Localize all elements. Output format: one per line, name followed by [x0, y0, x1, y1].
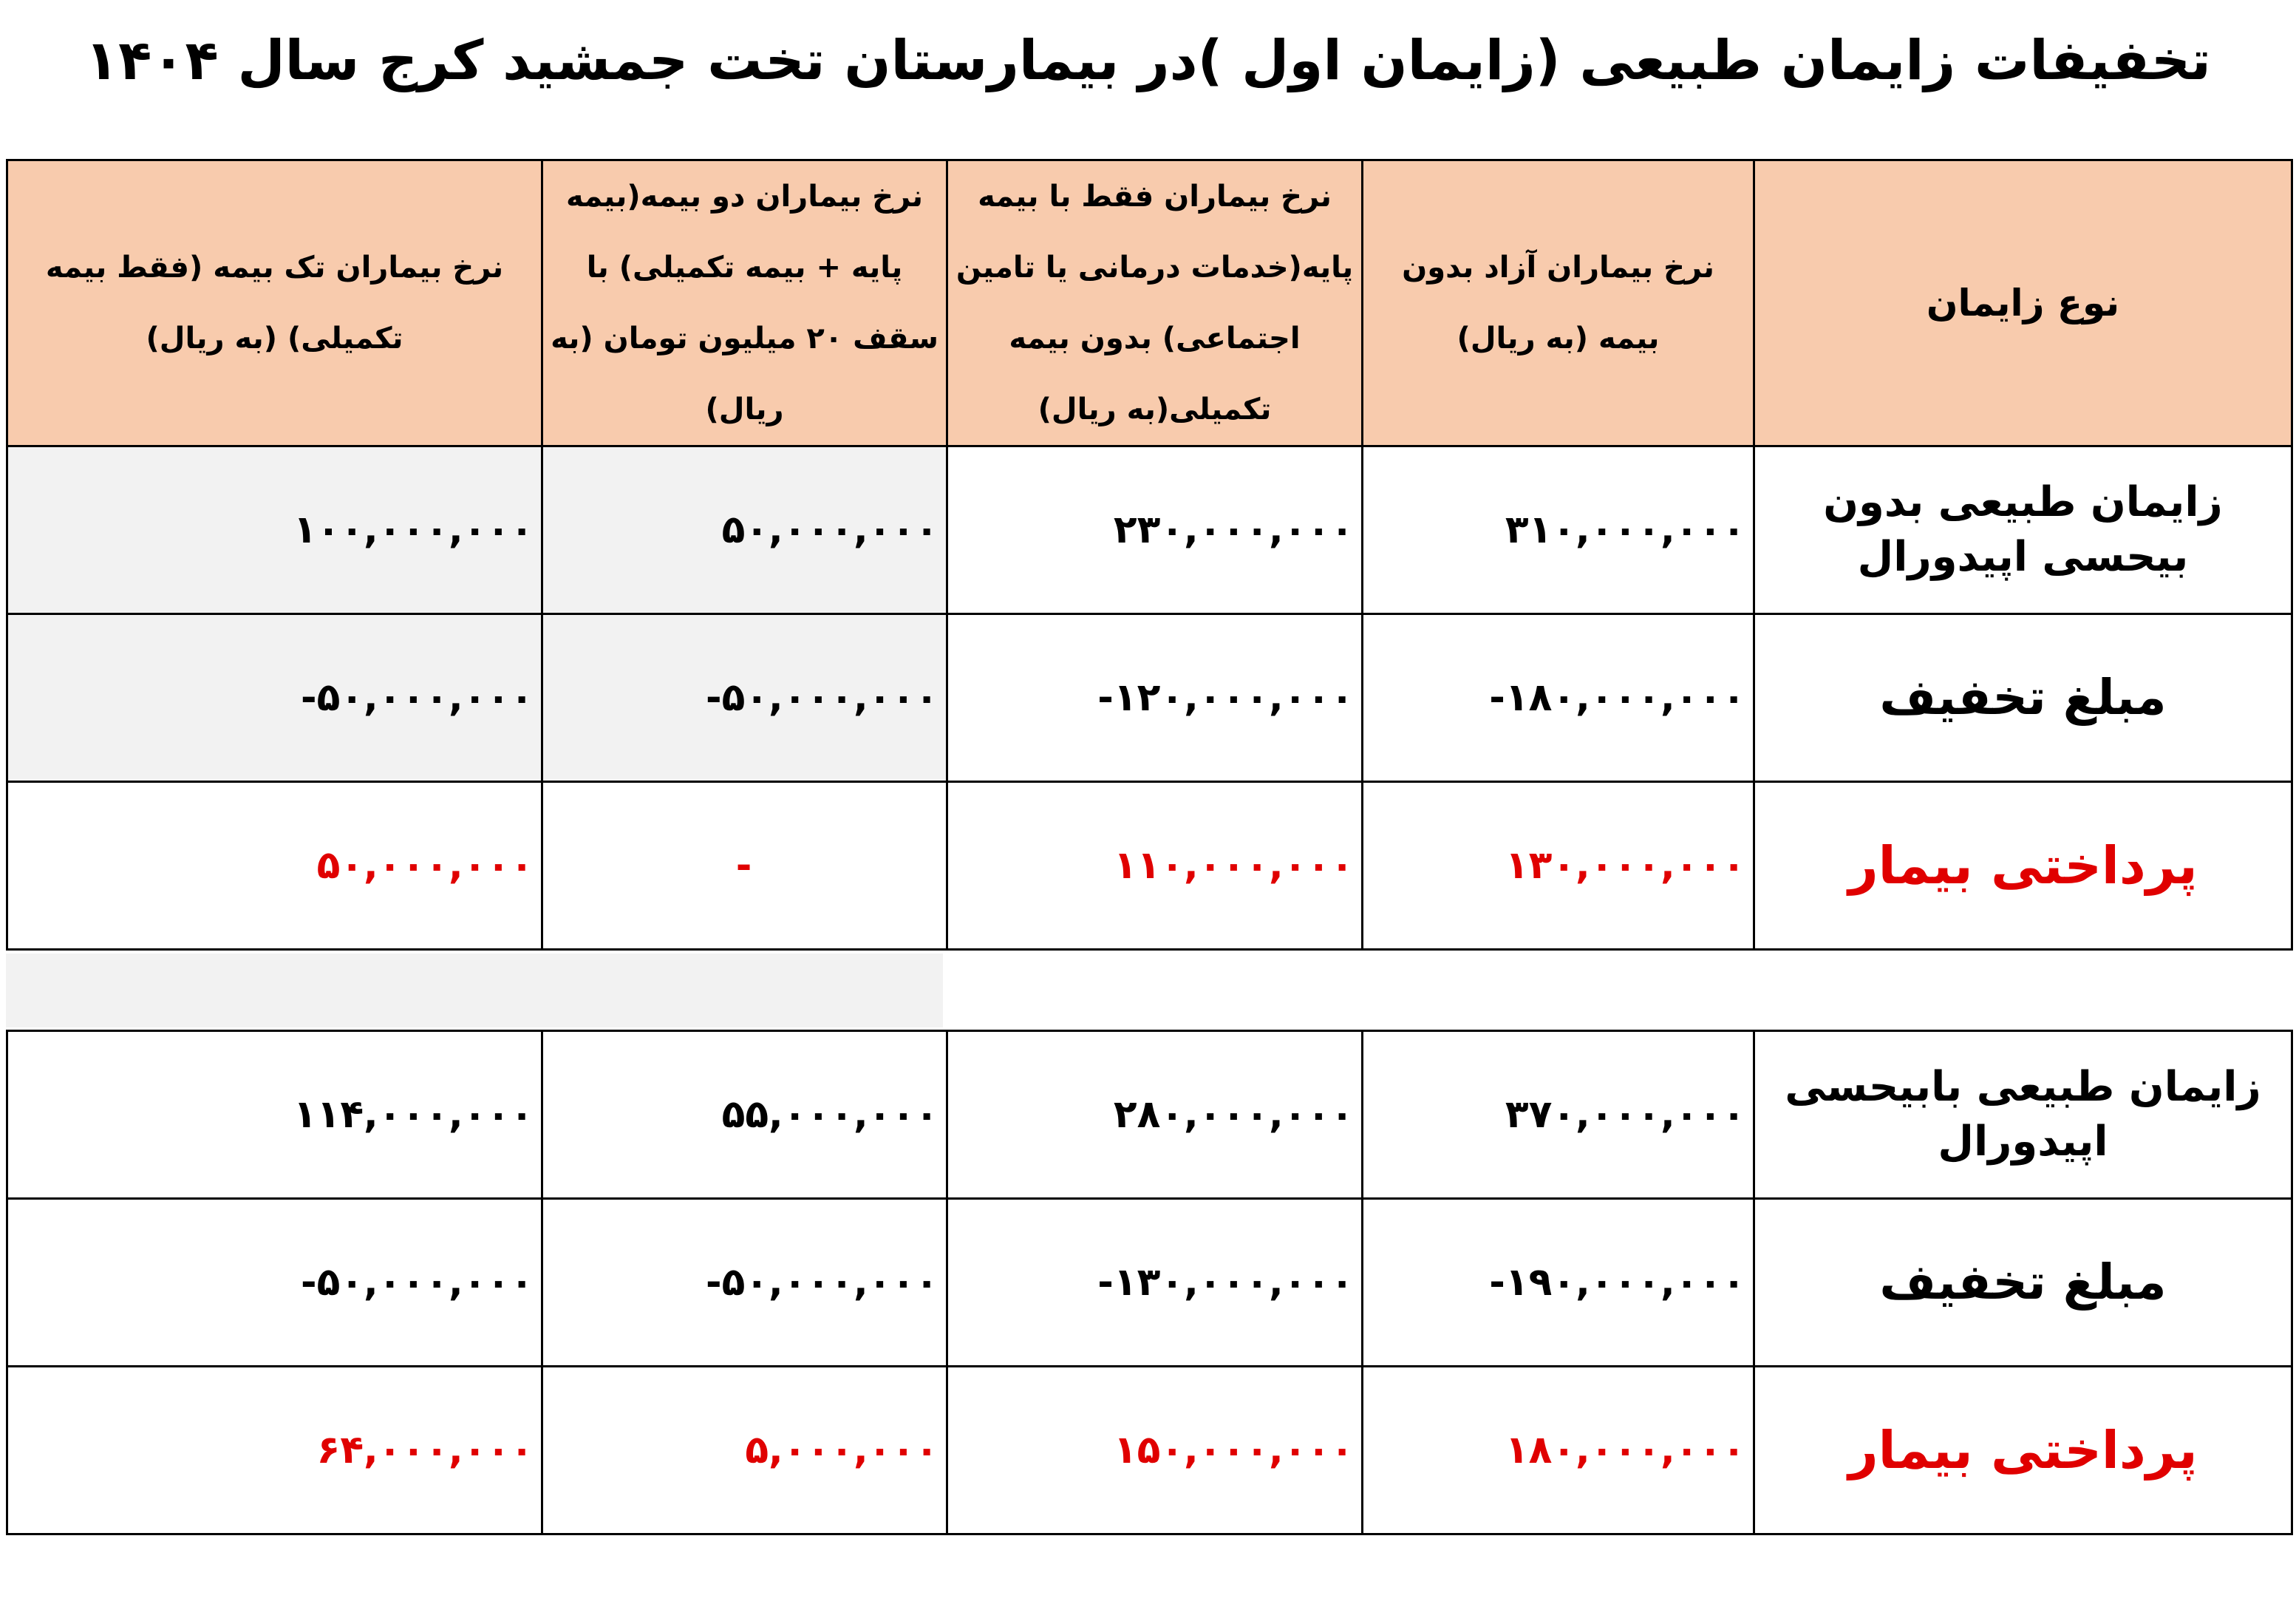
rate-single: ۱۰۰,۰۰۰,۰۰۰: [7, 446, 542, 614]
delivery-type-label: زایمان طبیعی بابیحسی اپیدورال: [1754, 1031, 2292, 1199]
rate-basic: ۲۸۰,۰۰۰,۰۰۰: [947, 1031, 1363, 1199]
payment-double: ۵,۰۰۰,۰۰۰: [542, 1367, 947, 1534]
table-row: [7, 1031, 2292, 1199]
rate-free: ۳۷۰,۰۰۰,۰۰۰: [1363, 1031, 1754, 1199]
header-single-insurance: نرخ بیماران تک بیمه (فقط بیمه تکمیلی) (به ریال): [7, 160, 542, 446]
payment-double: -: [542, 782, 947, 950]
rate-double: ۵۰,۰۰۰,۰۰۰: [542, 446, 947, 614]
tariff-table-no-epidural: [6, 159, 2293, 951]
payment-label: پرداختی بیمار: [1754, 782, 2292, 950]
payment-basic: ۱۵۰,۰۰۰,۰۰۰: [947, 1367, 1363, 1534]
header-free-patient: نرخ بیماران آزاد بدون بیمه (به ریال): [1363, 160, 1754, 446]
separator-band: [6, 954, 943, 1027]
rate-single: ۱۱۴,۰۰۰,۰۰۰: [7, 1031, 542, 1199]
table-row: [7, 1367, 2292, 1534]
header-double-insurance: نرخ بیماران دو بیمه(بیمه پایه + بیمه تکمیلی) با سقف ۲۰ میلیون تومان (به ریال): [542, 160, 947, 446]
page-title: تخفیفات زایمان طبیعی (زایمان اول )در بیمارستان تخت جمشید کرج سال ۱۴۰۴: [85, 29, 2211, 92]
delivery-type-label: زایمان طبیعی بدون بیحسی اپیدورال: [1754, 446, 2292, 614]
discount-free: -۱۸۰,۰۰۰,۰۰۰: [1363, 614, 1754, 782]
payment-free: ۱۳۰,۰۰۰,۰۰۰: [1363, 782, 1754, 950]
table-row: [7, 614, 2292, 782]
discount-single: -۵۰,۰۰۰,۰۰۰: [7, 614, 542, 782]
header-basic-insurance: نرخ بیماران فقط با بیمه پایه(خدمات درمانی یا تامین اجتماعی) بدون بیمه تکمیلی(به ریال): [947, 160, 1363, 446]
table-row: [7, 782, 2292, 950]
header-delivery-type: نوع زایمان: [1754, 160, 2292, 446]
rate-double: ۵۵,۰۰۰,۰۰۰: [542, 1031, 947, 1199]
tariff-table-with-epidural: [6, 1030, 2293, 1535]
discount-double: -۵۰,۰۰۰,۰۰۰: [542, 614, 947, 782]
rate-free: ۳۱۰,۰۰۰,۰۰۰: [1363, 446, 1754, 614]
payment-single: ۶۴,۰۰۰,۰۰۰: [7, 1367, 542, 1534]
payment-basic: ۱۱۰,۰۰۰,۰۰۰: [947, 782, 1363, 950]
payment-single: ۵۰,۰۰۰,۰۰۰: [7, 782, 542, 950]
discount-double: -۵۰,۰۰۰,۰۰۰: [542, 1199, 947, 1367]
tariff-sheet: [6, 159, 2291, 1615]
rate-basic: ۲۳۰,۰۰۰,۰۰۰: [947, 446, 1363, 614]
discount-basic: -۱۳۰,۰۰۰,۰۰۰: [947, 1199, 1363, 1367]
table-row: [7, 1199, 2292, 1367]
table-row: [7, 446, 2292, 614]
discount-label: مبلغ تخفیف: [1754, 1199, 2292, 1367]
payment-free: ۱۸۰,۰۰۰,۰۰۰: [1363, 1367, 1754, 1534]
discount-single: -۵۰,۰۰۰,۰۰۰: [7, 1199, 542, 1367]
discount-label: مبلغ تخفیف: [1754, 614, 2292, 782]
header-row: [7, 160, 2292, 446]
discount-free: -۱۹۰,۰۰۰,۰۰۰: [1363, 1199, 1754, 1367]
payment-label: پرداختی بیمار: [1754, 1367, 2292, 1534]
discount-basic: -۱۲۰,۰۰۰,۰۰۰: [947, 614, 1363, 782]
